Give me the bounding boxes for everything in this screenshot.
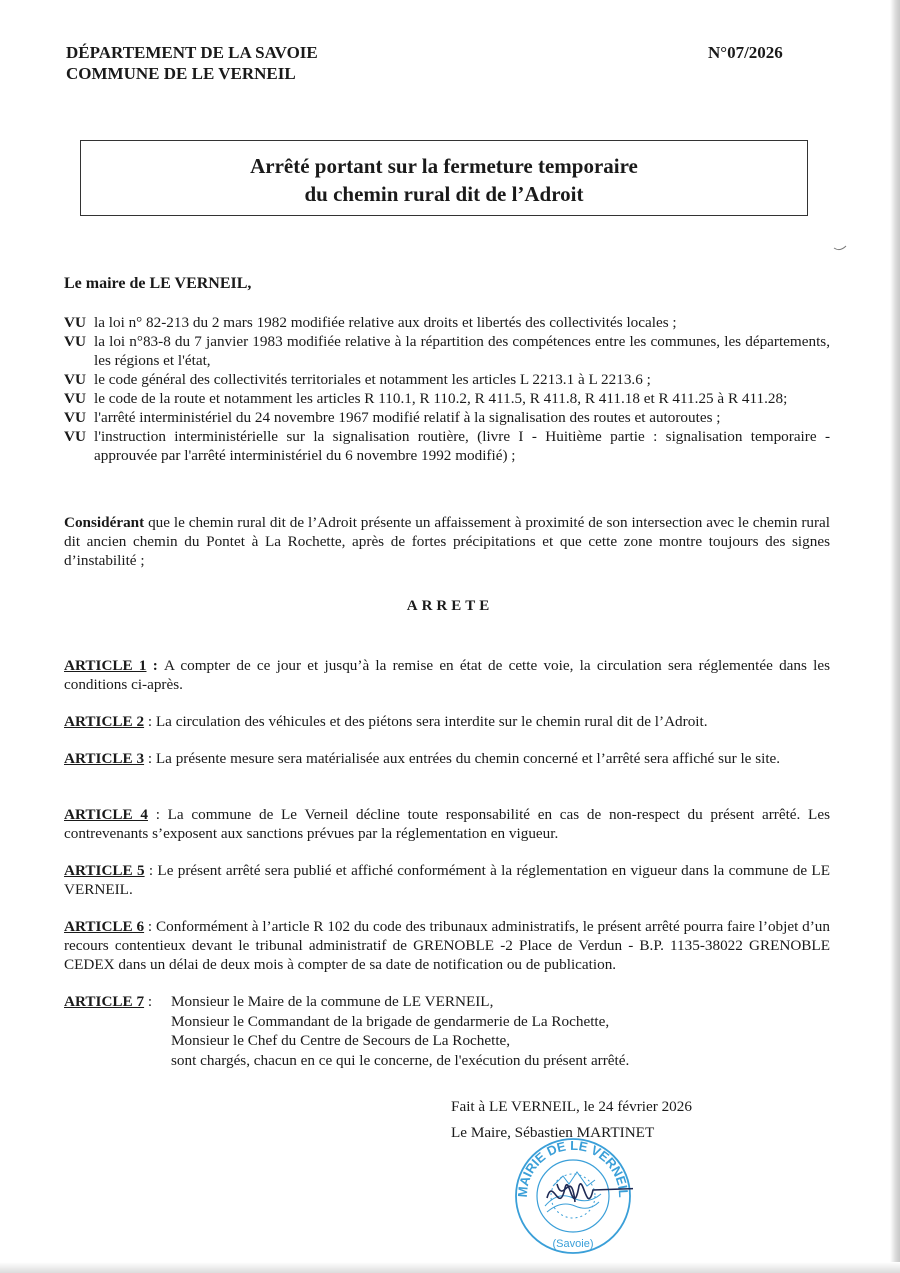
article-label: ARTICLE 7	[64, 993, 145, 1010]
article-4	[64, 805, 830, 843]
commune-name: COMMUNE DE LE VERNEIL	[66, 64, 296, 83]
visa-item	[64, 389, 830, 408]
place-and-date: Fait à LE VERNEIL, le 24 février 2026	[451, 1098, 692, 1115]
article-7-label-block	[64, 992, 152, 1012]
visa-item	[64, 313, 830, 332]
article-sep: :	[144, 993, 153, 1010]
article-7-line: Monsieur le Commandant de la brigade de gendarmerie de La Rochette,	[171, 1012, 610, 1030]
article-text: La commune de Le Verneil décline toute responsabilité en cas de non-respect du présent arrêté. Les contrevenants s’exposent aux sanctions prévues par la réglementation en vigueur.	[64, 806, 830, 842]
article-text: Conformément à l’article R 102 du code des tribunaux administratifs, le présent arrêté pourra faire l’objet d’un recours contentieux devant le tribunal administratif de GRENOBLE -2 Place de Verdun - B.P. 1135-38022 GRENOBLE CEDEX dans un délai de deux mois à compter de sa date de notification ou de publication.	[64, 918, 830, 973]
visa-item	[64, 427, 830, 465]
visa-keyword: VU	[64, 371, 86, 388]
stamp-emblem-icon	[545, 1172, 601, 1218]
article-sep: :	[146, 657, 165, 674]
article-text: A compter de ce jour et jusqu’à la remise en état de cette voie, la circulation sera réglementée dans les conditions ci-après.	[64, 657, 831, 693]
page-edge-shadow	[890, 0, 900, 1273]
article-text: Le présent arrêté sera publié et affiché conformément à la réglementation en vigueur dans la commune de LE VERNEIL.	[64, 862, 830, 898]
stamp-bottom-text: (Savoie)	[552, 1238, 594, 1250]
article-3	[64, 749, 830, 768]
article-sep: :	[144, 862, 158, 879]
visa-text: le code général des collectivités territoriales et notamment les articles L 2213.1 à L 2213.6 ;	[94, 371, 651, 388]
article-7-lines	[171, 992, 629, 1070]
considerant-paragraph	[64, 513, 830, 570]
considerant-keyword: Considérant	[64, 514, 145, 531]
article-7-line: sont chargés, chacun en ce qui le concerne, de l'exécution du présent arrêté.	[171, 1051, 630, 1069]
article-sep: :	[144, 713, 156, 730]
department-name: DÉPARTEMENT DE LA SAVOIE	[66, 43, 318, 62]
visa-text: la loi n°83-8 du 7 janvier 1983 modifiée relative à la répartition des compétences entre les communes, les départements, les régions et l'état,	[94, 333, 830, 369]
visa-item	[64, 408, 830, 427]
visa-item	[64, 370, 830, 389]
margin-mark-icon	[830, 236, 850, 256]
article-label: ARTICLE 1	[64, 657, 147, 674]
article-label: ARTICLE 2	[64, 713, 145, 730]
mayor-intro: Le maire de LE VERNEIL,	[64, 275, 252, 292]
article-text: La présente mesure sera matérialisée aux entrées du chemin concerné et l’arrêté sera affiché sur le site.	[155, 750, 781, 767]
article-label: ARTICLE 5	[64, 862, 145, 879]
visa-item	[64, 332, 830, 370]
page-bottom-shadow	[0, 1262, 900, 1273]
visa-keyword: VU	[64, 390, 86, 407]
visa-keyword: VU	[64, 428, 86, 445]
article-sep: :	[144, 750, 156, 767]
visa-keyword: VU	[64, 314, 86, 331]
article-label: ARTICLE 3	[64, 750, 145, 767]
visa-keyword: VU	[64, 409, 86, 426]
header-left	[66, 42, 318, 84]
article-7-line: Monsieur le Chef du Centre de Secours de La Rochette,	[171, 1032, 511, 1049]
visa-text: l'arrêté interministériel du 24 novembre 1967 modifié relatif à la signalisation des routes et autoroutes ;	[94, 409, 721, 426]
visa-text: le code de la route et notamment les articles R 110.1, R 110.2, R 411.5, R 411.8, R 411.18 et R 411.25 à R 411.28;	[94, 390, 788, 407]
article-text: La circulation des véhicules et des piétons sera interdite sur le chemin rural dit de l’Adroit.	[155, 713, 708, 730]
decree-number: N°07/2026	[708, 43, 783, 62]
article-7-line: Monsieur le Maire de la commune de LE VERNEIL,	[171, 993, 494, 1010]
article-label: ARTICLE 6	[64, 918, 145, 935]
article-sep: :	[147, 806, 168, 823]
considerant-text: que le chemin rural dit de l’Adroit présente un affaissement à proximité de son intersection avec le chemin rural dit ancien chemin du Pontet à La Rochette, après de fortes précipitations et que cette zone montre toujours des signes d’instabilité ;	[64, 514, 830, 569]
visa-text: la loi n° 82-213 du 2 mars 1982 modifiée relative aux droits et libertés des collectivités locales ;	[94, 314, 677, 331]
article-5	[64, 861, 830, 899]
article-1	[64, 656, 830, 694]
stamp-ring-text: MAIRIE DE LE VERNEIL	[514, 1137, 632, 1198]
visa-keyword: VU	[64, 333, 86, 350]
title-line-1: Arrêté portant sur la fermeture temporaire	[250, 154, 638, 178]
title-line-2: du chemin rural dit de l’Adroit	[304, 182, 584, 206]
arrete-heading: ARRETE	[406, 598, 494, 614]
article-label: ARTICLE 4	[64, 806, 148, 823]
signatory: Le Maire, Sébastien MARTINET	[451, 1124, 655, 1141]
title-box	[80, 140, 808, 216]
article-6	[64, 917, 830, 974]
visa-text: l'instruction interministérielle sur la signalisation routière, (livre I - Huitième partie : signalisation temporaire - approuvée par l'arrêté interministériel du 6 novembre 1992 modifié) ;	[94, 428, 830, 464]
visas-list	[64, 313, 830, 465]
article-sep: :	[144, 918, 156, 935]
article-2	[64, 712, 830, 731]
mairie-stamp	[513, 1136, 633, 1256]
